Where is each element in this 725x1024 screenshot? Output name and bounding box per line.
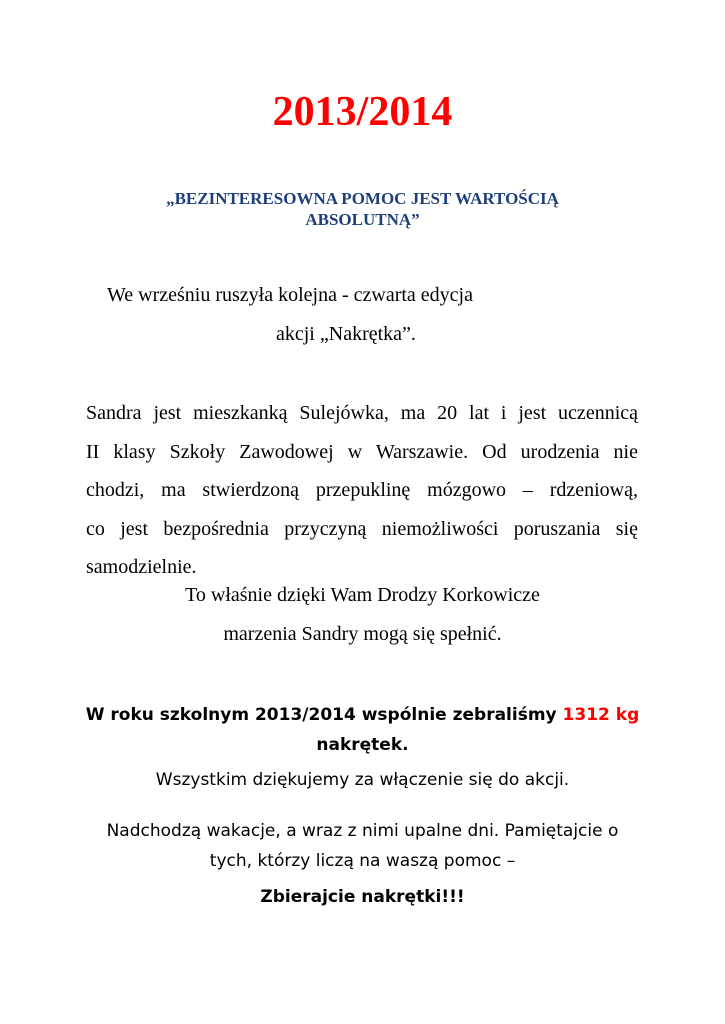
holiday-line-2: tych, którzy liczą na waszą pomoc – [209,851,516,871]
appeal-line: Zbierajcie nakrętki!!! [260,887,465,907]
result-prefix: W roku szkolnym 2013/2014 wspólnie zebraliśmy [85,705,563,725]
result-line-2: nakrętek. [316,735,409,755]
motto-line-1: „BEZINTERESOWNA POMOC JEST WARTOŚCIĄ [166,189,559,208]
result-amount: 1312 kg [562,705,640,725]
holiday-line-1: Nadchodzą wakacje, a wraz z nimi upalne dni. Pamiętajcie o [106,821,619,841]
thanks-line-1: To właśnie dzięki Wam Drodzy Korkowicze [185,584,540,606]
story-line: samodzielnie. [86,556,197,578]
story-line: Sandra jest mieszkanką Sulejówka, ma 20 lat i jest uczennicą [86,402,638,424]
story-line: chodzi, ma stwierdzoną przepuklinę mózgowo – rdzeniową, [86,479,638,501]
motto-line-2: ABSOLUTNĄ” [305,210,420,229]
holiday-paragraph [0,816,725,876]
story-line: II klasy Szkoły Zawodowej w Warszawie. Od urodzenia nie [86,440,638,463]
gratitude-line: Wszystkim dziękujemy za włączenie się do akcji. [155,770,570,790]
intro-line-2: akcji „Nakrętka”. [276,323,416,345]
year-title: 2013/2014 [272,89,453,135]
intro-line-1: We wrześniu ruszyła kolejna - czwarta edycja [107,284,473,306]
story-paragraph [86,394,638,587]
result-line-1 [0,700,725,730]
story-line: co jest bezpośrednia przyczyną niemożliwości poruszania się [86,517,638,540]
collection-result [0,700,725,760]
motto [0,188,725,230]
thanks-line-2: marzenia Sandry mogą się spełnić. [223,623,502,645]
